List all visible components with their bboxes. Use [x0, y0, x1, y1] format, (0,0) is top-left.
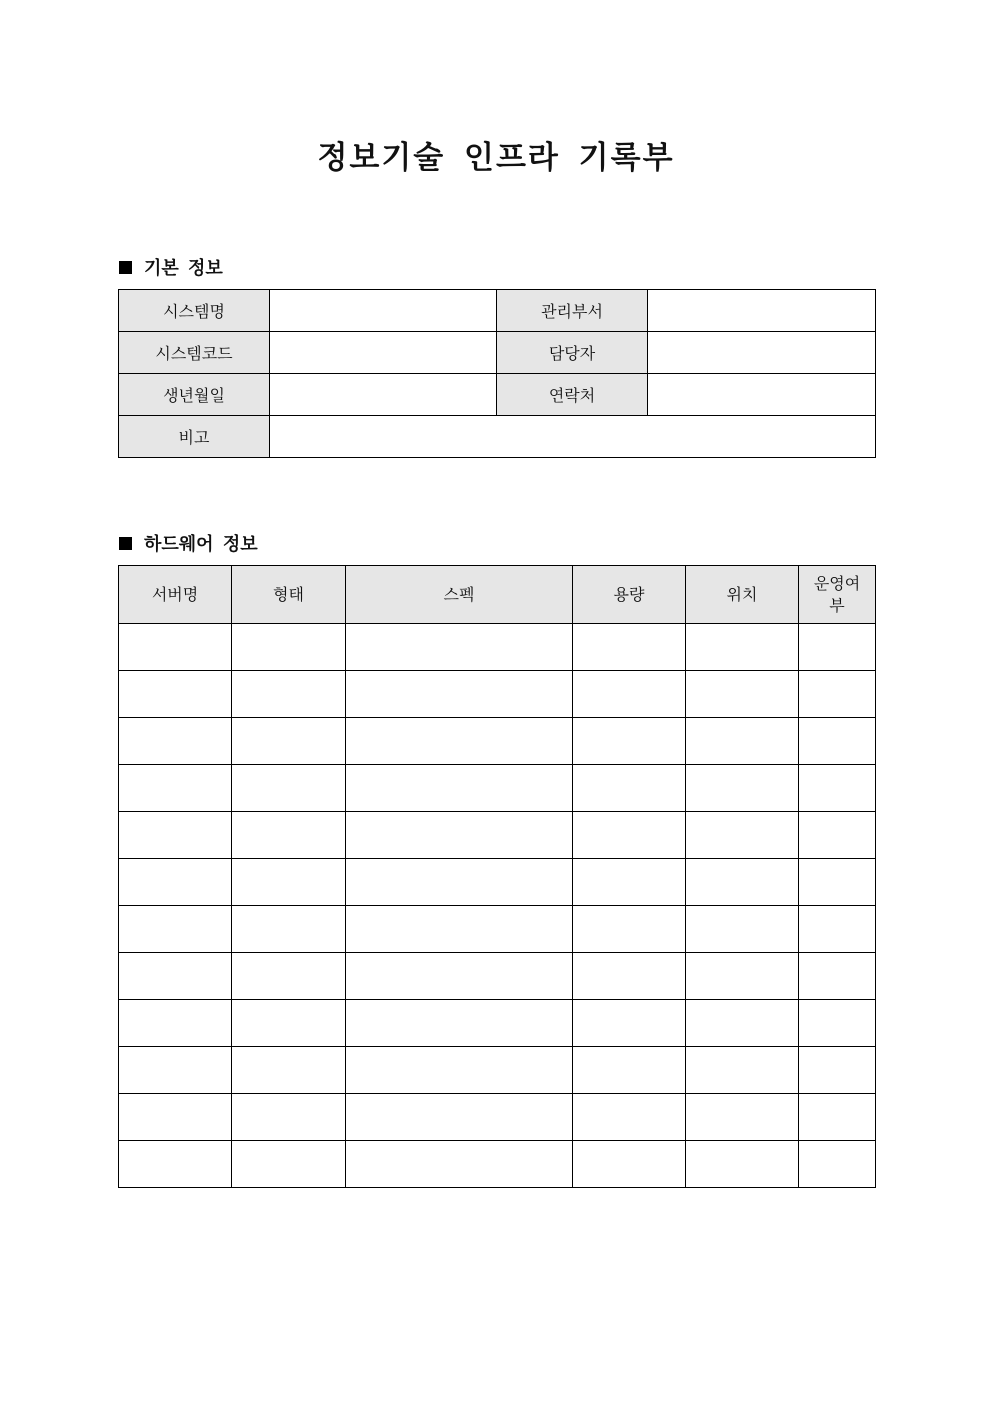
- table-row: [119, 1000, 876, 1047]
- table-row: [119, 906, 876, 953]
- capacity-cell[interactable]: [573, 671, 686, 718]
- column-header-spec: 스펙: [346, 566, 573, 624]
- location-cell[interactable]: [686, 718, 799, 765]
- hardware-info-heading: [119, 530, 258, 556]
- server-name-cell[interactable]: [119, 1000, 232, 1047]
- location-cell[interactable]: [686, 1141, 799, 1188]
- system-name-label: 시스템명: [119, 290, 270, 332]
- capacity-cell[interactable]: [573, 1094, 686, 1141]
- spec-cell[interactable]: [346, 1000, 573, 1047]
- department-field[interactable]: [648, 290, 876, 332]
- square-bullet-icon: [119, 537, 132, 550]
- column-header-operation-status: 운영여부: [799, 566, 876, 624]
- hardware-info-heading-text: 하드웨어 정보: [144, 534, 258, 555]
- basic-info-row: [119, 374, 876, 416]
- table-row: [119, 1141, 876, 1188]
- server-name-cell[interactable]: [119, 906, 232, 953]
- type-cell[interactable]: [232, 812, 346, 859]
- spec-cell[interactable]: [346, 953, 573, 1000]
- server-name-cell[interactable]: [119, 859, 232, 906]
- capacity-cell[interactable]: [573, 718, 686, 765]
- operation-status-cell[interactable]: [799, 718, 876, 765]
- capacity-cell[interactable]: [573, 812, 686, 859]
- table-row: [119, 718, 876, 765]
- spec-cell[interactable]: [346, 671, 573, 718]
- type-cell[interactable]: [232, 953, 346, 1000]
- basic-info-row: [119, 290, 876, 332]
- spec-cell[interactable]: [346, 812, 573, 859]
- spec-cell[interactable]: [346, 859, 573, 906]
- server-name-cell[interactable]: [119, 953, 232, 1000]
- capacity-cell[interactable]: [573, 765, 686, 812]
- server-name-cell[interactable]: [119, 718, 232, 765]
- location-cell[interactable]: [686, 953, 799, 1000]
- operation-status-cell[interactable]: [799, 812, 876, 859]
- location-cell[interactable]: [686, 859, 799, 906]
- operation-status-cell[interactable]: [799, 671, 876, 718]
- location-cell[interactable]: [686, 671, 799, 718]
- location-cell[interactable]: [686, 906, 799, 953]
- capacity-cell[interactable]: [573, 1141, 686, 1188]
- capacity-cell[interactable]: [573, 906, 686, 953]
- hardware-header-row: [119, 566, 876, 624]
- birth-date-field[interactable]: [270, 374, 497, 416]
- remarks-label: 비고: [119, 416, 270, 458]
- type-cell[interactable]: [232, 1047, 346, 1094]
- server-name-cell[interactable]: [119, 765, 232, 812]
- operation-status-cell[interactable]: [799, 1141, 876, 1188]
- remarks-field[interactable]: [270, 416, 876, 458]
- operation-status-cell[interactable]: [799, 1000, 876, 1047]
- table-row: [119, 1047, 876, 1094]
- capacity-cell[interactable]: [573, 1000, 686, 1047]
- server-name-cell[interactable]: [119, 671, 232, 718]
- type-cell[interactable]: [232, 906, 346, 953]
- location-cell[interactable]: [686, 1047, 799, 1094]
- system-code-field[interactable]: [270, 332, 497, 374]
- column-header-server-name: 서버명: [119, 566, 232, 624]
- hardware-info-table: [118, 565, 876, 1188]
- system-name-field[interactable]: [270, 290, 497, 332]
- table-row: [119, 671, 876, 718]
- server-name-cell[interactable]: [119, 812, 232, 859]
- type-cell[interactable]: [232, 1000, 346, 1047]
- basic-info-heading-text: 기본 정보: [144, 258, 223, 279]
- spec-cell[interactable]: [346, 624, 573, 671]
- location-cell[interactable]: [686, 812, 799, 859]
- type-cell[interactable]: [232, 718, 346, 765]
- server-name-cell[interactable]: [119, 1141, 232, 1188]
- type-cell[interactable]: [232, 859, 346, 906]
- location-cell[interactable]: [686, 765, 799, 812]
- square-bullet-icon: [119, 261, 132, 274]
- table-row: [119, 765, 876, 812]
- column-header-location: 위치: [686, 566, 799, 624]
- basic-info-heading: [119, 254, 223, 280]
- type-cell[interactable]: [232, 765, 346, 812]
- server-name-cell[interactable]: [119, 1047, 232, 1094]
- spec-cell[interactable]: [346, 1047, 573, 1094]
- table-row: [119, 624, 876, 671]
- type-cell[interactable]: [232, 671, 346, 718]
- spec-cell[interactable]: [346, 1141, 573, 1188]
- manager-field[interactable]: [648, 332, 876, 374]
- operation-status-cell[interactable]: [799, 859, 876, 906]
- capacity-cell[interactable]: [573, 859, 686, 906]
- department-label: 관리부서: [497, 290, 648, 332]
- spec-cell[interactable]: [346, 906, 573, 953]
- operation-status-cell[interactable]: [799, 1047, 876, 1094]
- table-row: [119, 953, 876, 1000]
- basic-info-table: [118, 289, 876, 458]
- basic-info-row: [119, 416, 876, 458]
- operation-status-cell[interactable]: [799, 953, 876, 1000]
- type-cell[interactable]: [232, 624, 346, 671]
- spec-cell[interactable]: [346, 718, 573, 765]
- column-header-type: 형태: [232, 566, 346, 624]
- capacity-cell[interactable]: [573, 624, 686, 671]
- spec-cell[interactable]: [346, 765, 573, 812]
- operation-status-cell[interactable]: [799, 906, 876, 953]
- spec-cell[interactable]: [346, 1094, 573, 1141]
- table-row: [119, 1094, 876, 1141]
- table-row: [119, 812, 876, 859]
- document-title: 정보기술 인프라 기록부: [317, 140, 675, 176]
- capacity-cell[interactable]: [573, 953, 686, 1000]
- birth-date-label: 생년월일: [119, 374, 270, 416]
- operation-status-cell[interactable]: [799, 624, 876, 671]
- location-cell[interactable]: [686, 624, 799, 671]
- manager-label: 담당자: [497, 332, 648, 374]
- server-name-cell[interactable]: [119, 1094, 232, 1141]
- operation-status-cell[interactable]: [799, 765, 876, 812]
- system-code-label: 시스템코드: [119, 332, 270, 374]
- contact-field[interactable]: [648, 374, 876, 416]
- operation-status-cell[interactable]: [799, 1094, 876, 1141]
- table-row: [119, 859, 876, 906]
- location-cell[interactable]: [686, 1000, 799, 1047]
- location-cell[interactable]: [686, 1094, 799, 1141]
- type-cell[interactable]: [232, 1094, 346, 1141]
- hardware-table-body: [119, 624, 876, 1188]
- contact-label: 연락처: [497, 374, 648, 416]
- type-cell[interactable]: [232, 1141, 346, 1188]
- column-header-capacity: 용량: [573, 566, 686, 624]
- server-name-cell[interactable]: [119, 624, 232, 671]
- basic-info-row: [119, 332, 876, 374]
- capacity-cell[interactable]: [573, 1047, 686, 1094]
